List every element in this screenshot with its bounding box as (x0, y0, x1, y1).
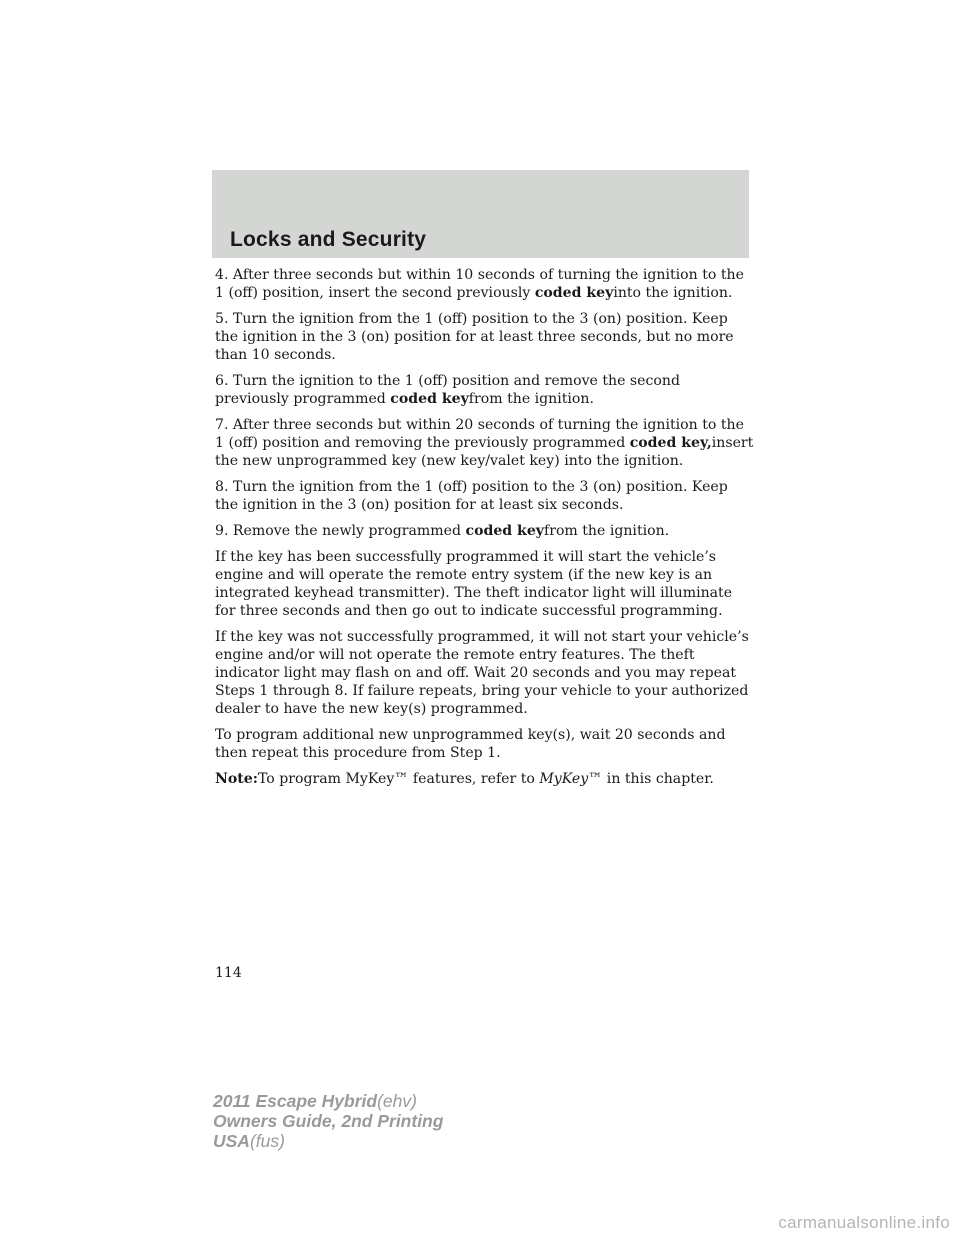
body-text (215, 266, 755, 796)
note-reference: MyKey™ (539, 771, 603, 787)
step-4-text-end: into the ignition. (613, 285, 733, 301)
footer-market-code: (fus) (249, 1131, 285, 1151)
step-9-text-end: from the ignition. (543, 523, 670, 539)
footer-line-2: Owners Guide, 2nd Printing (213, 1111, 444, 1131)
step-6-term: coded key (390, 391, 469, 407)
footer-market: USA (213, 1131, 250, 1151)
note-text-end: in this chapter. (602, 771, 714, 787)
footer-line-3 (213, 1131, 443, 1151)
step-6-text-end: from the ignition. (468, 391, 594, 407)
success-paragraph: If the key has been successfully programmed it will start the vehicle’s engine and will operate the remote entry system (if the new key is an integrated keyhead transmitter). The theft indicator light will illuminate for three seconds and then go out to indicate successful programming. (215, 549, 733, 619)
step-4-text: 4. After three seconds but within 10 seconds of turning the ignition to the 1 (off) position, insert the second previously (215, 267, 744, 301)
step-5: 5. Turn the ignition from the 1 (off) position to the 3 (on) position. Keep the ignition in the 3 (on) position for at least three seconds, but no more than 10 seconds. (215, 311, 734, 363)
step-6 (215, 372, 755, 408)
note-text: To program MyKey™ features, refer to (257, 771, 540, 787)
failure-paragraph: If the key was not successfully programmed, it will not start your vehicle’s engine and/or will not operate the remote entry features. The theft indicator light may flash on and off. Wait 20 seconds and you may repeat Steps 1 through 8. If failure repeats, bring your vehicle to your authorized dealer to have the new key(s) programmed. (215, 629, 749, 717)
footer-model: 2011 Escape Hybrid (213, 1091, 378, 1111)
step-7-term: coded key, (629, 435, 712, 451)
footer-line-1 (213, 1091, 443, 1111)
step-7-text-end: insert the new unprogrammed key (new key/valet key) into the ignition. (215, 435, 754, 469)
note-label: Note: (215, 771, 258, 787)
step-7-text: 7. After three seconds but within 20 seconds of turning the ignition to the 1 (off) position and removing the previously programmed (215, 417, 744, 451)
step-8: 8. Turn the ignition from the 1 (off) position to the 3 (on) position. Keep the ignition in the 3 (on) position for at least six seconds. (215, 479, 728, 513)
additional-keys-paragraph: To program additional new unprogrammed key(s), wait 20 seconds and then repeat this procedure from Step 1. (215, 727, 726, 761)
document-footer (213, 1091, 443, 1151)
section-header (212, 170, 749, 258)
step-4 (215, 266, 755, 302)
page-number: 114 (215, 965, 242, 981)
watermark: carmanualsonline.info (778, 1213, 950, 1232)
step-9-term: coded key (465, 523, 544, 539)
step-7 (215, 416, 755, 470)
step-9-text: 9. Remove the newly programmed (215, 523, 466, 539)
step-9 (215, 522, 755, 540)
step-4-term: coded key (534, 285, 614, 301)
note-paragraph (215, 770, 755, 788)
footer-model-code: (ehv) (377, 1091, 417, 1111)
section-title: Locks and Security (230, 228, 427, 251)
step-6-text: 6. Turn the ignition to the 1 (off) position and remove the second previously programmed (215, 373, 680, 407)
